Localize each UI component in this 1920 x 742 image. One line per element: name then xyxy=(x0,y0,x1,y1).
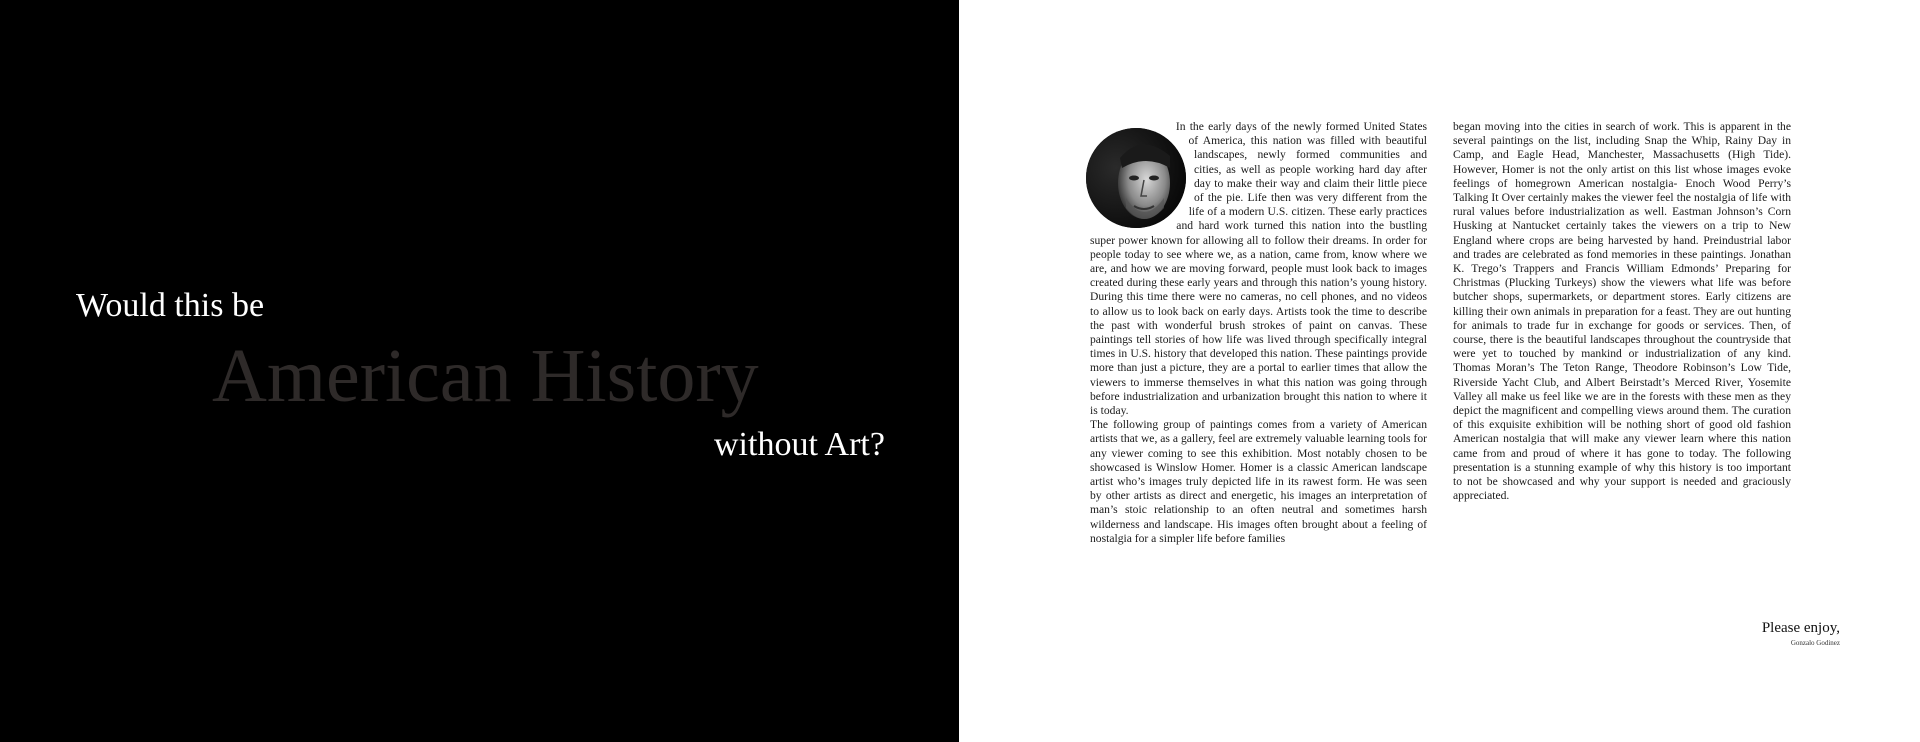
article-paragraph-intro: In the early days of the newly formed United States of America, this nation was filled with beautiful landscapes, newly formed communities and cities, as well as people working hard day after day to make their way and claim their little piece of the pie. Life then was very different from the life of a modern U.S. citizen. These early practices and hard work turned this nation into the bustling super power known for allowing all to follow their dreams. In order for people today to see where we, as a nation, came from, know where we are, and how we are moving forward, people must look back to images created during these early years and through this nation’s young history. During this time there were no cameras, no cell phones, and no videos to allow us to look back on early days. Artists took the time to describe the past with wonderful brush strokes of paint on canvas. These paintings tell stories of how life was lived through specifically integral times in U.S. history that developed this nation. These paintings provide more than just a picture, they are a portal to earlier times that allow the viewers to immerse themselves in what this nation was going through before industrialization and urbanization brought this nation to where it is today. xyxy=(1090,120,1427,418)
article-column-1 xyxy=(1090,120,1427,546)
headline-line-3: without Art? xyxy=(714,426,885,463)
left-page xyxy=(0,0,959,742)
article-paragraph-continued: began moving into the cities in search of work. This is apparent in the several paintings on the list, including Snap the Whip, Rainy Day in Camp, and Eagle Head, Manchester, Massachusetts (High Tide). However, Homer is not the only artist on this list whose images evoke feelings of homegrown American nostalgia- Enoch Wood Perry’s Talking It Over certainly makes the viewer feel the nostalgia of life with rural values before industrialization as well. Eastman Johnson’s Corn Husking at Nantucket certainly takes the viewers on a trip to New England where crops are being harvested by hand. Preindustrial labor and trades are celebrated as fond memories in these paintings. Jonathan K. Trego’s Trappers and Francis William Edmonds’ Preparing for Christmas (Plucking Turkeys) show the viewers what life was before butcher shops, supermarkets, or department stores. Early citizens are killing their own animals in preparation for a feast. They are out hunting for animals to trade fur in exchange for goods or services. Then, of course, there is the beautiful landscapes throughout the countryside that were yet to touched by mankind or industrialization of any kind. Thomas Moran’s The Teton Range, Theodore Robinson’s Low Tide, Riverside Yacht Club, and Albert Beirstadt’s Merced River, Yosemite Valley all make us feel like we are in the forests with these men as they depict the magnificent and compelling views around them. The curation of this exquisite exhibition will be nothing short of good old fashion American nostalgia that will make any viewer learn where this nation came from and proud of where it has gone to today. The following presentation is a stunning example of why this history is too important to not be showcased and why your support is needed and graciously appreciated. xyxy=(1453,120,1791,503)
headline-line-1: Would this be xyxy=(76,287,265,324)
author-name: Gonzalo Godinez xyxy=(1790,639,1840,647)
article-column-2 xyxy=(1453,120,1791,503)
article-paragraph-artists: The following group of paintings comes from a variety of American artists that we, as a gallery, feel are extremely valuable learning tools for any viewer coming to see this exhibition. Most notably chosen to be showcased is Winslow Homer. Homer is a classic American landscape artist who’s images truly depicted life in its rawest form. He was seen by other artists as direct and energetic, his images an interpretation of man’s stoic relationship to an often neutral and sometimes harsh wilderness and landscape. His images often brought about a feeling of nostalgia for a simpler life before families xyxy=(1090,418,1427,545)
portrait-wrap-spacer xyxy=(1090,120,1194,234)
headline-title: American History xyxy=(212,334,759,418)
closing-text: Please enjoy, xyxy=(1761,620,1840,636)
